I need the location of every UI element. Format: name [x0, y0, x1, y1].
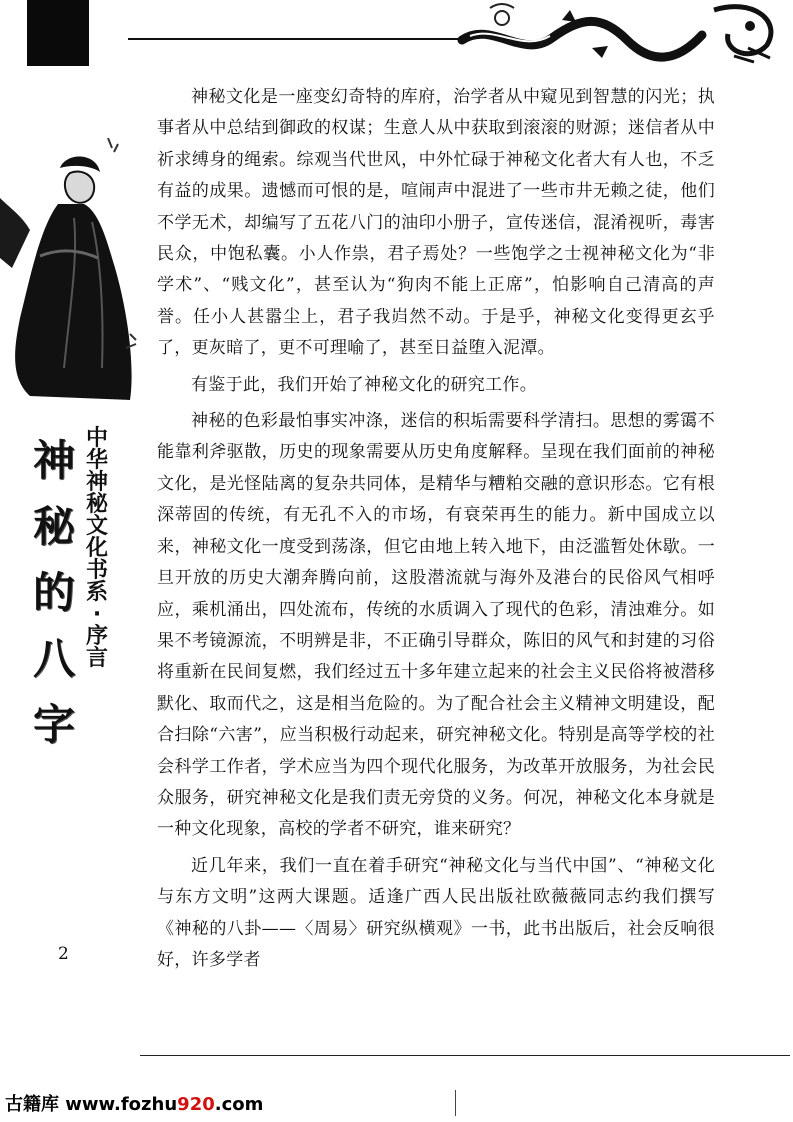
footer-tick	[455, 1090, 456, 1116]
book-title-char: 字	[32, 700, 75, 749]
page-number: 2	[58, 944, 69, 964]
book-title-char: 神	[32, 436, 75, 485]
book-title-char: 的	[32, 568, 75, 617]
site-watermark	[5, 1090, 263, 1116]
ancient-figure-illustration	[0, 138, 140, 400]
paragraph: 近几年来，我们一直在着手研究“神秘文化与当代中国”、“神秘文化与东方文明”这两大课题。适逢广西人民出版社欧薇薇同志约我们撰写《神秘的八卦——〈周易〉研究纵横观》一书，此书出版后，社会反响很好，许多学者	[157, 855, 715, 970]
paragraph: 神秘文化是一座变幻奇特的库府，治学者从中窥见到智慧的闪光；执事者从中总结到御政的权谋；生意人从中获取到滚滚的财源；迷信者从中祈求缚身的绳索。综观当代世风，中外忙碌于神秘文化者大有人也，不乏有益的成果。遗憾而可恨的是，喧闹声中混进了一些市井无赖之徒，他们不学无术，却编写了五花八门的油印小册子，宣传迷信，混淆视听，毒害民众，中饱私囊。小人作祟，君子焉处？一些饱学之士视神秘文化为“非学术”、“贱文化”，甚至认为“狗肉不能上正席”，怕影响自己清高的声誉。任小人甚嚣尘上，君子我岿然不动。于是乎，神秘文化变得更玄乎了，更灰暗了，更不可理喻了，甚至日益堕入泥潭。	[157, 87, 715, 359]
header-rule	[128, 38, 473, 40]
body-text	[157, 82, 715, 981]
site-name: 古籍库	[5, 1094, 59, 1115]
book-title-char: 八	[32, 634, 75, 683]
paragraph: 有鉴于此，我们开始了神秘文化的研究工作。	[191, 374, 537, 395]
site-url-prefix: www.fozhu	[65, 1094, 178, 1115]
dragon-ornament-icon	[452, 0, 792, 66]
book-title-vertical	[30, 428, 78, 758]
site-url-number: 920	[177, 1094, 215, 1115]
header-black-block	[27, 0, 89, 66]
site-url-suffix: .com	[214, 1094, 264, 1115]
footer-rule	[140, 1055, 790, 1056]
paragraph: 神秘的色彩最怕事实冲涤，迷信的积垢需要科学清扫。思想的雾霭不能靠利斧驱散，历史的现象需要从历史角度解释。呈现在我们面前的神秘文化，是光怪陆离的复杂共同体，是精华与糟粕交融的意识形态。它有根深蒂固的传统，有无孔不入的市场，有衰荣再生的能力。新中国成立以来，神秘文化一度受到荡涤，但它由地上转入地下，由泛滥暂处休歇。一旦开放的历史大潮奔腾向前，这股潜流就与海外及港台的民俗风气相呼应，乘机涌出，四处流布，传统的水质调入了现代的色彩，清浊难分。如果不考镜源流，不明辨是非，不正确引导群众，陈旧的风气和封建的习俗将重新在民间复燃，我们经过五十多年建立起来的社会主义民俗将被潜移默化、取而代之，这是相当危险的。为了配合社会主义精神文明建设，配合扫除“六害”，应当积极行动起来，研究神秘文化。特别是高等学校的社会科学工作者，学术应当为四个现代化服务，为改革开放服务，为社会民众服务，研究神秘文化是我们责无旁贷的义务。何况，神秘文化本身就是一种文化现象，高校的学者不研究，谁来研究？	[157, 411, 715, 840]
series-title-vertical: 中华神秘文化书系·序言	[85, 426, 108, 671]
book-title-char: 秘	[32, 502, 75, 551]
